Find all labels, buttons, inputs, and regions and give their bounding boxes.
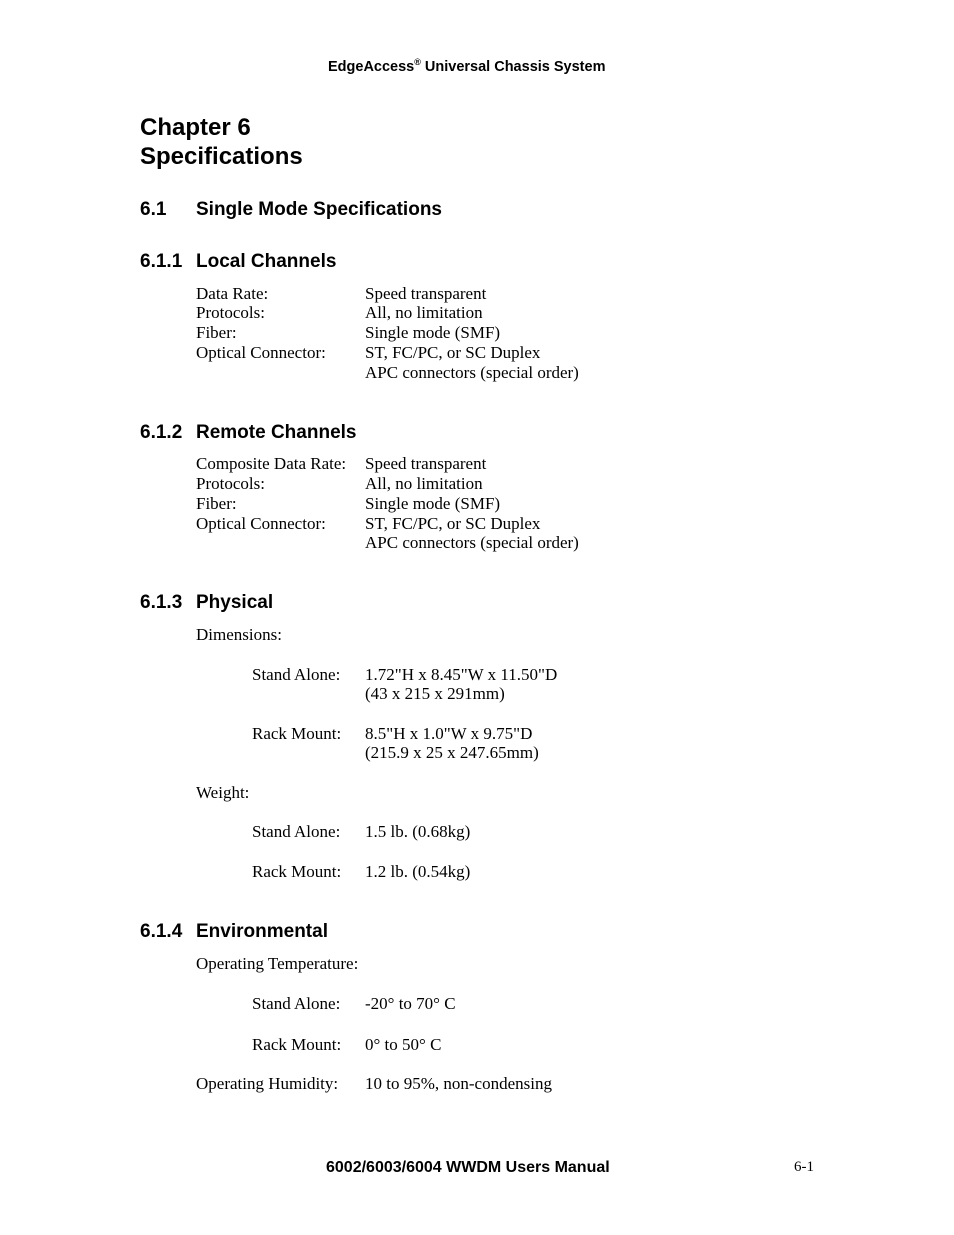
spec-label: Protocols: [196, 474, 265, 493]
spec-value: 1.2 lb. (0.54kg) [365, 862, 471, 881]
spec-label: Data Rate: [196, 284, 269, 303]
section-title-6-1-1: Local Channels [196, 251, 337, 272]
header-title-post: Universal Chassis System [420, 59, 606, 75]
spec-value: ST, FC/PC, or SC Duplex [365, 514, 541, 533]
header-title-pre: EdgeAccess [328, 59, 415, 75]
chapter-title: Specifications [140, 143, 303, 170]
running-header [328, 57, 605, 75]
spec-value: APC connectors (special order) [365, 363, 579, 382]
spec-label: Fiber: [196, 323, 237, 342]
section-title-6-1-3: Physical [196, 592, 274, 613]
chapter-label: Chapter 6 [140, 114, 251, 141]
spec-value: (215.9 x 25 x 247.65mm) [365, 743, 539, 762]
spec-value: All, no limitation [365, 303, 483, 322]
spec-label: Composite Data Rate: [196, 454, 347, 473]
spec-label: Stand Alone: [252, 822, 341, 841]
temperature-label: Operating Temperature: [196, 954, 359, 973]
spec-value: 0° to 50° C [365, 1035, 442, 1054]
registered-mark: ® [414, 57, 421, 67]
section-title-6-1: Single Mode Specifications [196, 199, 442, 220]
section-number-6-1-1: 6.1.1 [140, 251, 183, 272]
section-number-6-1: 6.1 [140, 199, 167, 220]
weight-label: Weight: [196, 783, 250, 802]
spec-label: Rack Mount: [252, 724, 342, 743]
section-number-6-1-4: 6.1.4 [140, 921, 183, 942]
spec-value: Single mode (SMF) [365, 323, 501, 342]
spec-value: (43 x 215 x 291mm) [365, 684, 505, 703]
humidity-value: 10 to 95%, non-condensing [365, 1074, 552, 1093]
spec-value: All, no limitation [365, 474, 483, 493]
spec-label: Optical Connector: [196, 343, 326, 362]
spec-value: Speed transparent [365, 284, 487, 303]
footer-title: 6002/6003/6004 WWDM Users Manual [326, 1159, 610, 1176]
spec-value: 8.5"H x 1.0"W x 9.75"D [365, 724, 533, 743]
spec-label: Stand Alone: [252, 665, 341, 684]
dimensions-label: Dimensions: [196, 625, 282, 644]
section-number-6-1-2: 6.1.2 [140, 422, 183, 443]
spec-label: Stand Alone: [252, 994, 341, 1013]
section-number-6-1-3: 6.1.3 [140, 592, 183, 613]
spec-value: APC connectors (special order) [365, 533, 579, 552]
spec-label: Fiber: [196, 494, 237, 513]
spec-value: Speed transparent [365, 454, 487, 473]
spec-value: Single mode (SMF) [365, 494, 501, 513]
spec-value: 1.72"H x 8.45"W x 11.50"D [365, 665, 558, 684]
spec-label: Rack Mount: [252, 862, 342, 881]
spec-label: Rack Mount: [252, 1035, 342, 1054]
spec-value: ST, FC/PC, or SC Duplex [365, 343, 541, 362]
section-title-6-1-4: Environmental [196, 921, 328, 942]
humidity-label: Operating Humidity: [196, 1074, 339, 1093]
spec-label: Optical Connector: [196, 514, 326, 533]
spec-label: Protocols: [196, 303, 265, 322]
spec-value: -20° to 70° C [365, 994, 456, 1013]
page-number: 6-1 [794, 1159, 814, 1175]
section-title-6-1-2: Remote Channels [196, 422, 357, 443]
spec-value: 1.5 lb. (0.68kg) [365, 822, 471, 841]
